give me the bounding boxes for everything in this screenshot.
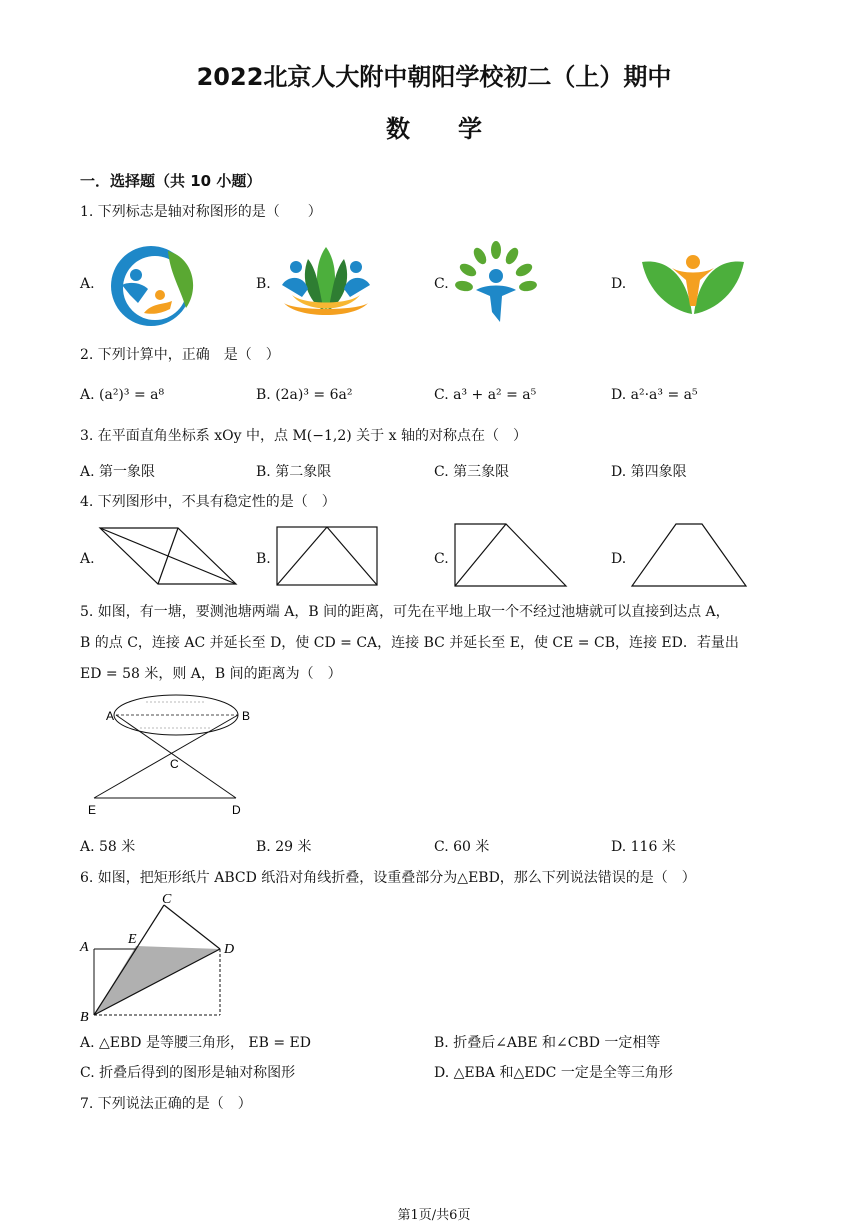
q2-option-a: A. (a²)³ = a⁸ [80,387,165,403]
q4-figure-b [276,526,378,586]
q5-figure [86,690,266,820]
q5-label-a: A [106,709,115,723]
page-number: 第1页/共6页 [397,1208,471,1223]
q6-figure [78,893,238,1023]
q2-stem: 2. 下列计算中，正确 是（ ） [80,347,280,363]
q5-line-2: B 的点 C，连接 AC 并延长至 D，使 CD = CA，连接 BC 并延长至 E，使 CE = CB，连接 ED．若量出 [80,635,739,651]
q7-stem: 7. 下列说法正确的是（ ） [80,1096,252,1112]
q2-option-b: B. (2a)³ = 6a² [256,387,353,403]
q4-label-b: B. [256,551,271,567]
logo-a-icon [108,243,194,329]
q5-option-c: C. 60 米 [434,839,490,855]
q1-label-b: B. [256,276,271,292]
q1-label-c: C. [434,276,449,292]
q3-option-c: C. 第三象限 [434,464,510,480]
q6-label-e: E [128,932,137,947]
logo-c-icon [452,240,540,328]
q5-line-3: ED = 58 米，则 A，B 间的距离为（ ） [80,666,342,682]
q6-stem: 6. 如图，把矩形纸片 ABCD 纸沿对角线折叠，设重叠部分为△EBD，那么下列说法错误的是（ ） [80,870,696,886]
q2-option-c: C. a³ + a² = a⁵ [434,387,537,403]
q5-label-e: E [88,803,97,817]
q3-stem: 3. 在平面直角坐标系 xOy 中，点 M(−1,2) 关于 x 轴的对称点在（ ） [80,428,527,444]
q6-label-b: B [80,1010,89,1025]
q6-option-a: A. △EBD 是等腰三角形， EB = ED [80,1035,311,1051]
q5-option-d: D. 116 米 [611,839,676,855]
exam-title: 2022北京人大附中朝阳学校初二（上）期中 [196,63,672,91]
q3-option-d: D. 第四象限 [611,464,687,480]
q6-option-b: B. 折叠后∠ABE 和∠CBD 一定相等 [434,1035,661,1051]
q6-label-a: A [80,940,89,955]
q6-option-c: C. 折叠后得到的图形是轴对称图形 [80,1065,296,1081]
q5-label-b: B [242,709,251,723]
q6-label-d: D [224,942,235,957]
logo-d-icon [640,252,746,318]
q1-label-a: A. [80,276,95,292]
q4-figure-c [454,523,568,587]
q4-stem: 4. 下列图形中，不具有稳定性的是（ ） [80,494,336,510]
q6-label-c: C [162,892,172,907]
q3-option-b: B. 第二象限 [256,464,332,480]
q1-label-d: D. [611,276,627,292]
q2-option-d: D. a²·a³ = a⁵ [611,387,698,403]
subject-title: 数 学 [386,115,482,143]
q3-option-a: A. 第一象限 [80,464,156,480]
section-heading: 一．选择题（共 10 小题） [80,172,262,190]
q5-option-a: A. 58 米 [80,839,136,855]
q4-figure-d [630,523,748,587]
q1-stem: 1. 下列标志是轴对称图形的是（ ） [80,204,322,220]
q4-label-c: C. [434,551,449,567]
q5-label-d: D [232,803,241,817]
logo-b-icon [278,245,374,323]
q4-label-d: D. [611,551,627,567]
q5-line-1: 5. 如图，有一塘，要测池塘两端 A，B 间的距离，可先在平地上取一个不经过池塘就可以直接到达点 A， [80,604,730,620]
q4-label-a: A. [80,551,95,567]
q4-figure-a [98,526,238,586]
q5-option-b: B. 29 米 [256,839,312,855]
q5-label-c: C [170,757,179,771]
q6-option-d: D. △EBA 和△EDC 一定是全等三角形 [434,1065,673,1081]
